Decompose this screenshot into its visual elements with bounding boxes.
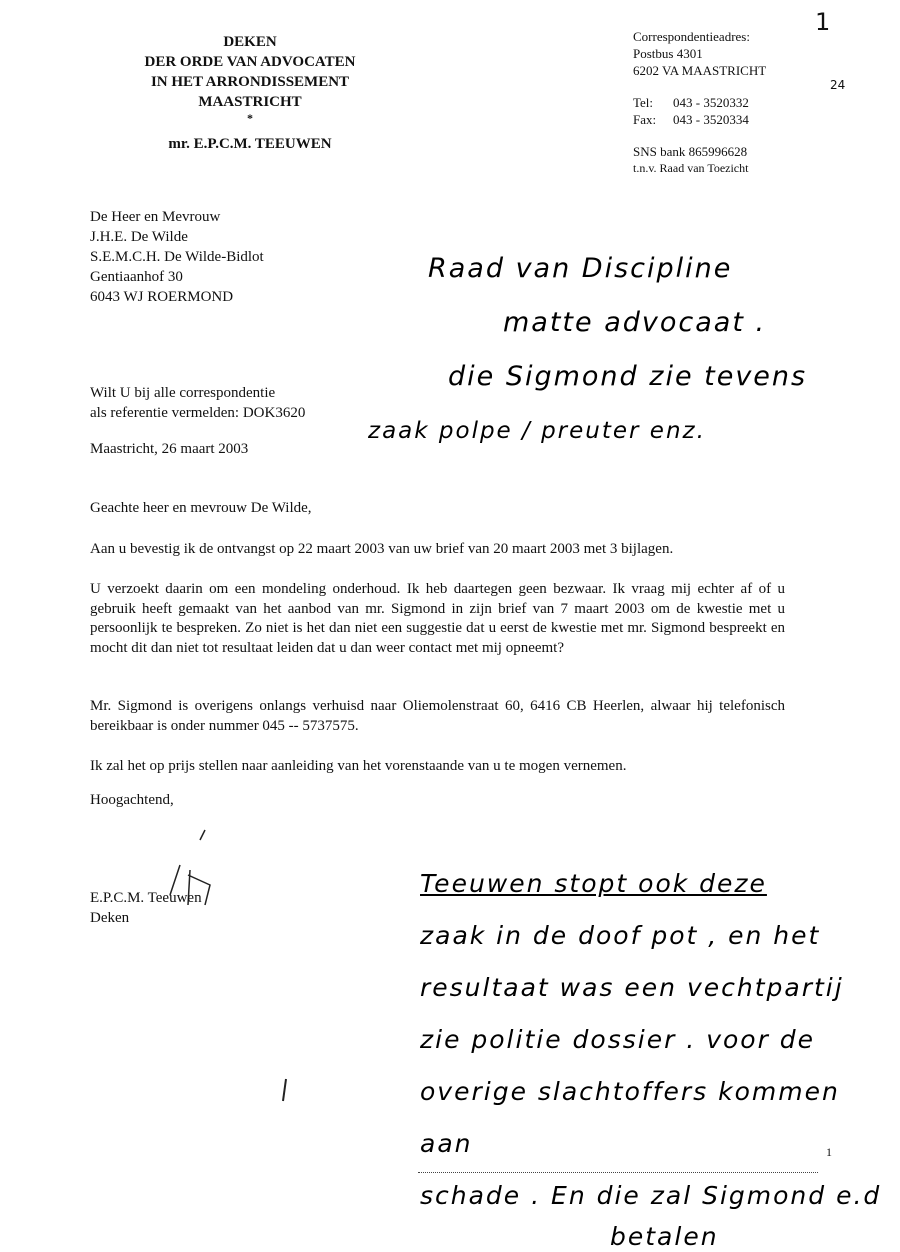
signature-block [90,888,202,928]
letterhead-line: MAASTRICHT [198,94,302,110]
handwritten-line: betalen [610,1222,719,1251]
handwritten-page-number: 1 [815,8,831,36]
tel-row [633,94,766,111]
handwritten-line: Raad van Discipline [428,253,733,284]
bank-holder: t.n.v. Raad van Toezicht [633,161,749,175]
address-line: S.E.M.C.H. De Wilde-Bidlot [90,249,264,265]
letterhead [100,32,400,154]
handwritten-line: matte advocaat . [503,307,767,338]
address-line: De Heer en Mevrouw [90,209,221,225]
handwritten-line: resultaat was een vechtpartij [420,973,844,1002]
fax-value: 043 - 3520334 [673,112,749,127]
correspondence-block [633,28,766,177]
closing: Hoogachtend, [90,792,174,808]
reference-line: Wilt U bij alle correspondentie [90,385,276,401]
page-number: 1 [826,1145,832,1159]
letterhead-star: * [247,111,253,125]
handwritten-line: zaak in de doof pot , en het [420,921,821,950]
signatory-name: E.P.C.M. Teeuwen [90,890,202,906]
paragraph-1: Aan u bevestig ik de ontvangst op 22 maart 2003 van uw brief van 20 maart 2003 met 3 bijlagen. [90,541,674,557]
footer-dotted-line [418,1172,818,1173]
postbus: Postbus 4301 [633,46,703,61]
handwritten-line: Teeuwen stopt ook deze [420,869,767,898]
address-line: Gentiaanhof 30 [90,269,183,285]
salutation: Geachte heer en mevrouw De Wilde, [90,500,312,516]
tel-value: 043 - 3520332 [673,95,749,110]
letterhead-name: mr. E.P.C.M. TEEUWEN [168,136,332,152]
paragraph-3: Mr. Sigmond is overigens onlangs verhuisd naar Oliemolenstraat 60, 6416 CB Heerlen, alwaar hij telefonisch bereikbaar is onder nummer 045 -- 5737575. [90,698,785,734]
recipient-address [90,207,264,307]
bank-account: SNS bank 865996628 [633,144,748,159]
handwritten-line: zie politie dossier . voor de [420,1025,816,1054]
address-line: J.H.E. De Wilde [90,229,188,245]
letterhead-line: DER ORDE VAN ADVOCATEN [144,54,356,70]
letterhead-line: IN HET ARRONDISSEMENT [150,74,350,90]
stray-pen-mark [280,1075,290,1105]
letter-date: Maastricht, 26 maart 2003 [90,441,249,457]
paragraph-2: U verzoekt daarin om een mondeling onderhoud. Ik heb daartegen geen bezwaar. Ik vraag mij echter af of u gebruik heeft gemaakt van het aanbod van mr. Sigmond in zijn brief van 7 maart 2003 om de kwestie met u persoonlijk te bespreken. Zo niet is het dan niet een suggestie dat u eerst de kwestie met mr. Sigmond bespreekt en mocht dit dan niet tot resultaat leiden dat u dan weer contact met mij opneemt? [90,581,785,656]
handwritten-note-bottom [420,858,900,1252]
address-line: 6043 WJ ROERMOND [90,289,234,305]
fax-label: Fax: [633,112,657,127]
handwritten-line: zaak polpe / preuter enz. [368,418,706,444]
reference-note [90,383,305,423]
handwritten-note-top [368,242,808,458]
handwritten-line: die Sigmond zie tevens [448,361,808,392]
tel-label: Tel: [633,95,654,110]
letterhead-line: DEKEN [223,34,277,50]
handwritten-code: 24 [830,78,846,92]
correspondence-label: Correspondentieadres: [633,29,750,44]
handwritten-line: overige slachtoffers kommen aan [420,1077,840,1158]
paragraph-4: Ik zal het op prijs stellen naar aanleiding van het vorenstaande van u te mogen vernemen. [90,758,627,774]
reference-line: als referentie vermelden: DOK3620 [90,405,306,421]
handwritten-line: schade . En die zal Sigmond e.d [420,1181,882,1210]
fax-row [633,111,766,128]
signatory-title: Deken [90,910,130,926]
postal-city: 6202 VA MAASTRICHT [633,63,767,78]
